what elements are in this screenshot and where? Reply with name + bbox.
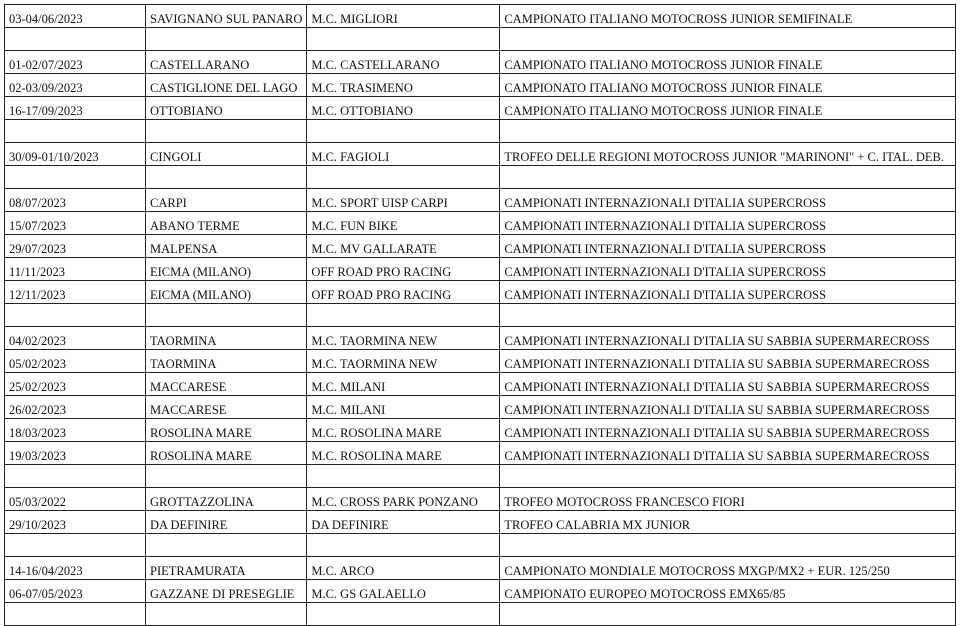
table-row	[5, 189, 956, 212]
table-row	[5, 419, 956, 442]
cell-club: M.C. TAORMINA NEW	[307, 350, 500, 373]
cell-place	[146, 603, 307, 626]
table-row	[5, 235, 956, 258]
cell-date: 26/02/2023	[5, 396, 146, 419]
cell-place	[146, 304, 307, 327]
cell-club: M.C. MV GALLARATE	[307, 235, 500, 258]
cell-club	[307, 166, 500, 189]
cell-place: EICMA (MILANO)	[146, 281, 307, 304]
cell-event: CAMPIONATO ITALIANO MOTOCROSS JUNIOR FINALE	[500, 74, 956, 97]
cell-club: M.C. MIGLIORI	[307, 5, 500, 28]
table-row	[5, 373, 956, 396]
cell-event: CAMPIONATO EUROPEO MOTOCROSS EMX65/85	[500, 580, 956, 603]
cell-date: 14-16/04/2023	[5, 557, 146, 580]
cell-event: CAMPIONATI INTERNAZIONALI D'ITALIA SU SABBIA SUPERMARECROSS	[500, 350, 956, 373]
table-row	[5, 442, 956, 465]
cell-event	[500, 534, 956, 557]
cell-club: M.C. ARCO	[307, 557, 500, 580]
table-row	[5, 5, 956, 28]
cell-date: 29/07/2023	[5, 235, 146, 258]
table-row	[5, 488, 956, 511]
cell-event: CAMPIONATO ITALIANO MOTOCROSS JUNIOR SEMIFINALE	[500, 5, 956, 28]
cell-place: MACCARESE	[146, 396, 307, 419]
table-row	[5, 28, 956, 51]
cell-place: ROSOLINA MARE	[146, 419, 307, 442]
cell-club: M.C. ROSOLINA MARE	[307, 419, 500, 442]
schedule-body	[5, 5, 956, 626]
cell-event	[500, 120, 956, 143]
table-row	[5, 534, 956, 557]
cell-event	[500, 166, 956, 189]
cell-club: DA DEFINIRE	[307, 511, 500, 534]
cell-event: CAMPIONATI INTERNAZIONALI D'ITALIA SUPERCROSS	[500, 212, 956, 235]
cell-date: 12/11/2023	[5, 281, 146, 304]
cell-place: TAORMINA	[146, 350, 307, 373]
cell-event: TROFEO MOTOCROSS FRANCESCO FIORI	[500, 488, 956, 511]
table-row	[5, 557, 956, 580]
table-row	[5, 396, 956, 419]
cell-date: 19/03/2023	[5, 442, 146, 465]
cell-date: 06-07/05/2023	[5, 580, 146, 603]
cell-event	[500, 304, 956, 327]
cell-club: M.C. TRASIMENO	[307, 74, 500, 97]
cell-place	[146, 465, 307, 488]
cell-place	[146, 534, 307, 557]
cell-event: TROFEO DELLE REGIONI MOTOCROSS JUNIOR "MARINONI" + C. ITAL. DEB.	[500, 143, 956, 166]
cell-date	[5, 120, 146, 143]
cell-date: 08/07/2023	[5, 189, 146, 212]
cell-date: 03-04/06/2023	[5, 5, 146, 28]
cell-club	[307, 304, 500, 327]
table-row	[5, 603, 956, 626]
table-row	[5, 350, 956, 373]
cell-date: 15/07/2023	[5, 212, 146, 235]
cell-club	[307, 465, 500, 488]
cell-club: M.C. CASTELLARANO	[307, 51, 500, 74]
table-row	[5, 304, 956, 327]
cell-club: OFF ROAD PRO RACING	[307, 281, 500, 304]
cell-place: SAVIGNANO SUL PANARO	[146, 5, 307, 28]
cell-club: M.C. MILANI	[307, 396, 500, 419]
cell-place: ABANO TERME	[146, 212, 307, 235]
cell-club	[307, 28, 500, 51]
table-row	[5, 580, 956, 603]
cell-event: CAMPIONATI INTERNAZIONALI D'ITALIA SU SABBIA SUPERMARECROSS	[500, 419, 956, 442]
cell-event: TROFEO CALABRIA MX JUNIOR	[500, 511, 956, 534]
cell-date	[5, 28, 146, 51]
cell-event: CAMPIONATO ITALIANO MOTOCROSS JUNIOR FINALE	[500, 51, 956, 74]
table-row	[5, 258, 956, 281]
cell-place: GROTTAZZOLINA	[146, 488, 307, 511]
cell-date: 30/09-01/10/2023	[5, 143, 146, 166]
cell-event: CAMPIONATO ITALIANO MOTOCROSS JUNIOR FINALE	[500, 97, 956, 120]
table-row	[5, 511, 956, 534]
cell-club: OFF ROAD PRO RACING	[307, 258, 500, 281]
cell-date: 04/02/2023	[5, 327, 146, 350]
cell-date: 29/10/2023	[5, 511, 146, 534]
table-row	[5, 212, 956, 235]
cell-event: CAMPIONATI INTERNAZIONALI D'ITALIA SU SABBIA SUPERMARECROSS	[500, 327, 956, 350]
table-row	[5, 97, 956, 120]
cell-date	[5, 166, 146, 189]
cell-event: CAMPIONATI INTERNAZIONALI D'ITALIA SUPERCROSS	[500, 258, 956, 281]
cell-date: 05/03/2022	[5, 488, 146, 511]
cell-place	[146, 166, 307, 189]
cell-club: M.C. GS GALAELLO	[307, 580, 500, 603]
cell-place: TAORMINA	[146, 327, 307, 350]
cell-event: CAMPIONATI INTERNAZIONALI D'ITALIA SUPERCROSS	[500, 235, 956, 258]
cell-place: MACCARESE	[146, 373, 307, 396]
cell-place: CASTIGLIONE DEL LAGO	[146, 74, 307, 97]
cell-date: 05/02/2023	[5, 350, 146, 373]
cell-date	[5, 534, 146, 557]
cell-event: CAMPIONATI INTERNAZIONALI D'ITALIA SUPERCROSS	[500, 189, 956, 212]
cell-place: CARPI	[146, 189, 307, 212]
cell-event: CAMPIONATI INTERNAZIONALI D'ITALIA SU SABBIA SUPERMARECROSS	[500, 442, 956, 465]
cell-event	[500, 465, 956, 488]
cell-date: 02-03/09/2023	[5, 74, 146, 97]
table-row	[5, 74, 956, 97]
cell-club: M.C. TAORMINA NEW	[307, 327, 500, 350]
cell-date: 18/03/2023	[5, 419, 146, 442]
table-row	[5, 281, 956, 304]
cell-place: OTTOBIANO	[146, 97, 307, 120]
cell-event: CAMPIONATI INTERNAZIONALI D'ITALIA SUPERCROSS	[500, 281, 956, 304]
cell-club: M.C. FUN BIKE	[307, 212, 500, 235]
cell-date: 01-02/07/2023	[5, 51, 146, 74]
cell-event	[500, 603, 956, 626]
cell-place: CINGOLI	[146, 143, 307, 166]
cell-place	[146, 28, 307, 51]
cell-place: GAZZANE DI PRESEGLIE	[146, 580, 307, 603]
schedule-table	[4, 4, 956, 626]
cell-club: M.C. ROSOLINA MARE	[307, 442, 500, 465]
cell-club	[307, 603, 500, 626]
cell-date	[5, 603, 146, 626]
cell-club: M.C. OTTOBIANO	[307, 97, 500, 120]
cell-club: M.C. FAGIOLI	[307, 143, 500, 166]
cell-event: CAMPIONATI INTERNAZIONALI D'ITALIA SU SABBIA SUPERMARECROSS	[500, 373, 956, 396]
table-row	[5, 120, 956, 143]
cell-date: 25/02/2023	[5, 373, 146, 396]
cell-date: 16-17/09/2023	[5, 97, 146, 120]
table-row	[5, 166, 956, 189]
cell-date	[5, 465, 146, 488]
cell-club: M.C. MILANI	[307, 373, 500, 396]
table-row	[5, 465, 956, 488]
cell-place: ROSOLINA MARE	[146, 442, 307, 465]
cell-place: EICMA (MILANO)	[146, 258, 307, 281]
cell-club	[307, 534, 500, 557]
cell-place: PIETRAMURATA	[146, 557, 307, 580]
table-row	[5, 143, 956, 166]
cell-event: CAMPIONATI INTERNAZIONALI D'ITALIA SU SABBIA SUPERMARECROSS	[500, 396, 956, 419]
cell-date	[5, 304, 146, 327]
cell-event	[500, 28, 956, 51]
cell-club: M.C. SPORT UISP CARPI	[307, 189, 500, 212]
table-row	[5, 327, 956, 350]
cell-place: CASTELLARANO	[146, 51, 307, 74]
cell-place: MALPENSA	[146, 235, 307, 258]
cell-club: M.C. CROSS PARK PONZANO	[307, 488, 500, 511]
cell-place	[146, 120, 307, 143]
cell-event: CAMPIONATO MONDIALE MOTOCROSS MXGP/MX2 + EUR. 125/250	[500, 557, 956, 580]
cell-club	[307, 120, 500, 143]
table-row	[5, 51, 956, 74]
cell-place: DA DEFINIRE	[146, 511, 307, 534]
cell-date: 11/11/2023	[5, 258, 146, 281]
